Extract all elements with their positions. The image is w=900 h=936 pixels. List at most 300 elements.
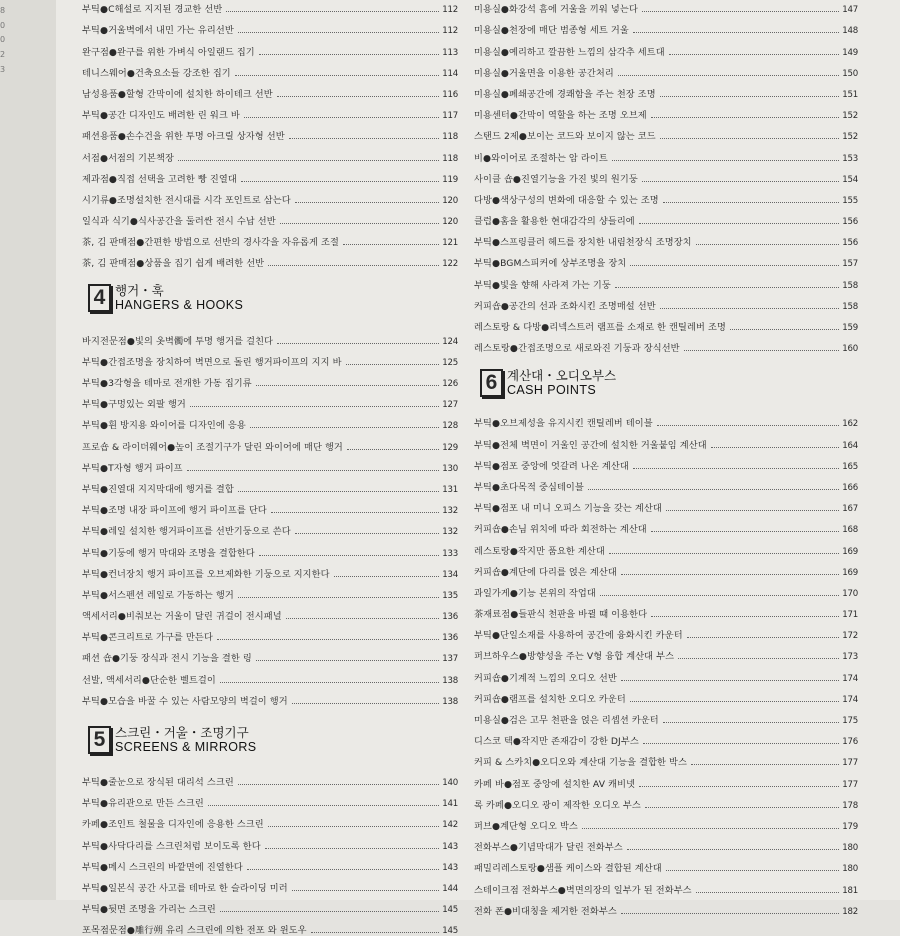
entry-title: 스테이크점 전화부스●벽면의장의 일부가 된 전화부스 <box>474 884 692 896</box>
entry-title: 부틱●빛을 향해 사라져 가는 기둥 <box>474 279 611 291</box>
entry-title: 테니스웨어●건축요소들 강조한 집기 <box>82 67 231 79</box>
dot-leader <box>259 555 439 556</box>
dot-leader <box>669 54 839 55</box>
page-number: 169 <box>842 567 858 578</box>
page-number: 116 <box>442 89 458 100</box>
toc-entry <box>474 408 858 429</box>
dot-leader <box>691 764 839 765</box>
page-number: 165 <box>842 461 858 472</box>
entry-title: 레스토랑●작지만 품요한 계산대 <box>474 545 605 557</box>
page-number: 162 <box>842 419 858 430</box>
dot-leader <box>256 660 439 661</box>
entry-title: 부틱●줄눈으로 장식된 대리석 스크린 <box>82 777 234 788</box>
dot-leader <box>238 32 439 33</box>
dot-leader <box>643 743 839 744</box>
page-number: 179 <box>842 821 858 832</box>
dot-leader <box>277 343 439 344</box>
section-number: 4 <box>88 284 111 312</box>
toc-entry <box>82 431 458 452</box>
page-number: 151 <box>842 89 858 100</box>
dot-leader <box>660 308 839 309</box>
toc-entry <box>474 493 858 514</box>
page-number: 118 <box>442 153 458 164</box>
dot-leader <box>244 117 439 118</box>
contents-page <box>56 0 900 936</box>
dot-leader <box>678 658 839 659</box>
section-title-ko: 행거・훅 <box>115 283 164 299</box>
page-number: 157 <box>842 259 858 270</box>
entry-title: 茶, 김 판매점●간편한 방법으로 선반의 경사각을 자유롭게 조절 <box>82 237 339 249</box>
page-number: 120 <box>442 195 458 206</box>
entry-title: 커피숍●손님 위치에 따라 회전하는 계산대 <box>474 524 647 536</box>
entry-title: 부틱●T자형 행거 파이프 <box>82 462 183 474</box>
page-number: 150 <box>842 68 858 79</box>
page-number: 117 <box>442 111 458 122</box>
page-number: 153 <box>842 153 858 164</box>
toc-entry <box>474 269 858 290</box>
page-number: 133 <box>442 548 458 559</box>
toc-entry <box>474 535 858 556</box>
entry-title: 패션 숍●기둥 장식과 전시 기능을 결한 링 <box>82 653 252 665</box>
page-number: 167 <box>842 504 858 515</box>
toc-entry <box>82 36 458 57</box>
dot-leader <box>250 427 439 428</box>
page-number: 148 <box>842 26 858 37</box>
toc-entry <box>82 227 458 248</box>
entry-title: 부틱●C해설로 지지된 경교한 선반 <box>82 4 223 16</box>
toc-entry <box>474 514 858 535</box>
entry-title: 미용실●폐쇄공간에 경쾌함을 주는 천장 조명 <box>474 88 656 100</box>
page-number: 112 <box>442 26 458 37</box>
dot-leader <box>711 447 840 448</box>
page-number: 169 <box>842 546 858 557</box>
page-number: 160 <box>842 344 858 355</box>
toc-entry <box>82 809 458 830</box>
toc-entry <box>82 185 458 206</box>
entry-title: 전화 폰●비대칭을 제거한 전화부스 <box>474 905 617 917</box>
dot-leader <box>588 489 839 490</box>
entry-title: 클럽●홈을 활용한 현대감각의 샹들리에 <box>474 216 635 228</box>
entry-title: 포목점문점●雕行朔 유리 스크린에 의한 전포 와 윈도우 <box>82 925 307 936</box>
entry-title: 스탠드 2제●보이는 코드와 보이지 않는 코드 <box>474 131 656 143</box>
entry-title: 부틱●사닥다리를 스크린처럼 보이도록 한다 <box>82 840 261 852</box>
dot-leader <box>633 468 839 469</box>
dot-leader <box>639 786 839 787</box>
page-number: 152 <box>842 132 858 143</box>
entry-title: 남성용품●할형 간막이에 설치한 하이테크 선반 <box>82 88 273 100</box>
page-number: 177 <box>842 779 858 790</box>
section-header-6 <box>480 362 858 404</box>
dot-leader <box>343 244 439 245</box>
toc-entry <box>82 347 458 368</box>
page-number: 156 <box>842 238 858 249</box>
entry-title: 커피숍●기계적 느낌의 오디오 선반 <box>474 672 617 684</box>
entry-title: 부틱●3각형을 테마로 전개한 가동 집기류 <box>82 378 252 389</box>
dot-leader <box>286 618 439 619</box>
entry-title: 茶, 김 판매점●상품을 집기 쉽게 배려한 선반 <box>82 258 265 270</box>
dot-leader <box>190 406 439 407</box>
entry-title: 록 카페●오디오 광이 제작한 오디오 부스 <box>474 799 641 811</box>
page-number: 155 <box>842 195 858 206</box>
entry-title: 바지전문점●빛의 옷벽髑에 투명 행거를 걸친다 <box>82 335 274 347</box>
dot-leader <box>295 202 440 203</box>
toc-entry <box>474 451 858 472</box>
dot-leader <box>582 828 839 829</box>
entry-title: 미용센터●간막이 역할을 하는 조명 오브제 <box>474 110 647 122</box>
entry-title: 다방●색상구성의 변화에 대응할 수 있는 조명 <box>474 194 659 206</box>
entry-title: 부틱●조명 내장 파이프에 행거 파이프를 단다 <box>82 505 267 517</box>
toc-entry <box>474 58 858 79</box>
page-number: 145 <box>442 905 458 916</box>
entry-title: 미용실●검은 고무 천판을 얹은 리셉션 카운터 <box>474 715 659 726</box>
dot-leader <box>666 870 839 871</box>
dot-leader <box>651 531 839 532</box>
page-number: 180 <box>842 843 858 854</box>
entry-title: 디스코 텍●작지만 존재감이 강한 DJ부스 <box>474 736 639 748</box>
toc-entry <box>474 853 858 874</box>
page-number: 140 <box>442 778 458 788</box>
page-number: 145 <box>442 926 458 936</box>
page-number: 114 <box>442 68 458 79</box>
page-number: 143 <box>442 862 458 873</box>
page-number: 164 <box>842 440 858 451</box>
toc-entry <box>82 100 458 121</box>
toc-entry <box>82 643 458 664</box>
dot-leader <box>600 595 839 596</box>
toc-entry <box>82 622 458 643</box>
page-number: 173 <box>842 652 858 663</box>
entry-title: 카페●조인트 철물을 디자인에 응용한 스크린 <box>82 819 264 831</box>
page-number: 129 <box>442 442 458 453</box>
dot-leader <box>235 75 439 76</box>
section-header-4 <box>88 277 458 319</box>
dot-leader <box>666 510 839 511</box>
entry-title: 카페 바●점포 중앙에 설치한 AV 캐비넷 <box>474 778 636 790</box>
dot-leader <box>621 574 839 575</box>
dot-leader <box>627 849 839 850</box>
page-number: 124 <box>442 336 458 347</box>
entry-title: 부틱●휜 방지용 와이어를 디자인에 응용 <box>82 420 246 432</box>
page-number: 168 <box>842 525 858 536</box>
page-number: 112 <box>442 5 458 16</box>
dot-leader <box>256 385 439 386</box>
toc-list <box>82 0 458 269</box>
dot-leader <box>615 287 839 288</box>
entry-title: 부틱●스프링클러 헤드를 장치한 내림천장식 조명장치 <box>474 237 692 249</box>
section-title-en: CASH POINTS <box>507 383 597 398</box>
page-number: 132 <box>442 527 458 538</box>
entry-title: 부틱●모습을 바꿀 수 있는 사람모양의 벽걸이 행거 <box>82 695 288 707</box>
margin-mark: 0 <box>0 20 6 30</box>
page-number: 159 <box>842 323 858 333</box>
page-number: 138 <box>442 675 458 686</box>
page-number: 134 <box>442 569 458 580</box>
margin-marks <box>0 4 5 78</box>
toc-entry <box>82 121 458 142</box>
dot-leader <box>238 597 439 598</box>
toc-entry <box>474 662 858 683</box>
dot-leader <box>618 75 839 76</box>
section-title-en: SCREENS & MIRRORS <box>115 739 257 754</box>
toc-entry <box>82 601 458 622</box>
dot-leader <box>265 848 439 849</box>
toc-entry <box>474 164 858 185</box>
toc-entry <box>82 664 458 685</box>
page-number: 121 <box>442 238 458 249</box>
entry-title: 부틱●레일 설치한 행거파이프를 선반기둥으로 쓴다 <box>82 526 291 538</box>
toc-entry <box>82 852 458 873</box>
dot-leader <box>609 553 839 554</box>
dot-leader <box>730 329 839 330</box>
dot-leader <box>660 138 839 139</box>
entry-title: 미용실●천장에 매단 범종형 세트 거울 <box>474 25 629 37</box>
dot-leader <box>295 533 440 534</box>
dot-leader <box>633 32 839 33</box>
dot-leader <box>226 11 439 12</box>
margin-mark: 8 <box>0 6 6 15</box>
dot-leader <box>208 805 439 806</box>
toc-entry <box>474 768 858 789</box>
toc-entry <box>474 557 858 578</box>
dot-leader <box>651 117 839 118</box>
toc-entry <box>82 537 458 558</box>
toc-entry <box>474 874 858 895</box>
toc-entry <box>474 599 858 620</box>
dot-leader <box>651 616 839 617</box>
dot-leader <box>311 932 440 933</box>
dot-leader <box>220 911 439 912</box>
toc-entry <box>474 790 858 811</box>
section-title-en: HANGERS & HOOKS <box>115 298 244 313</box>
entry-title: 액세서리●비춰보는 거울이 달린 귀걸이 전시패널 <box>82 611 282 623</box>
entry-title: 커피 & 스카치●오디오와 계산대 기능을 결합한 박스 <box>474 757 688 769</box>
entry-title: 부틱●진열대 지지막대에 행거를 결합 <box>82 483 234 495</box>
entry-title: 미용실●예리하고 깔끔한 느낌의 삼각추 세트대 <box>474 46 665 58</box>
page-number: 149 <box>842 47 858 58</box>
entry-title: 사이클 숍●진열기능을 가진 빛의 원기둥 <box>474 173 638 185</box>
page-number: 147 <box>842 5 858 16</box>
toc-entry <box>82 58 458 79</box>
toc-entry <box>474 726 858 747</box>
toc-entry <box>82 580 458 601</box>
entry-title: 과일가게●기능 본위의 작업대 <box>474 587 596 599</box>
toc-entry <box>82 559 458 580</box>
entry-title: 부틱●초다목적 중심테이블 <box>474 481 584 493</box>
page-number: 135 <box>442 590 458 601</box>
toc-entry <box>82 915 458 936</box>
page-number: 128 <box>442 421 458 432</box>
toc-entry <box>474 142 858 163</box>
page-number: 154 <box>842 174 858 185</box>
section-number: 5 <box>88 726 111 754</box>
dot-leader <box>178 160 439 161</box>
page-number: 119 <box>442 174 458 185</box>
margin-mark: 3 <box>0 64 6 74</box>
entry-title: 부틱●뒷면 조명을 가리는 스크린 <box>82 904 216 916</box>
dot-leader <box>630 265 839 266</box>
dot-leader <box>247 869 439 870</box>
toc-entry <box>474 185 858 206</box>
page-number: 172 <box>842 631 858 642</box>
dot-leader <box>346 364 440 365</box>
page-number: 137 <box>442 654 458 665</box>
dot-leader <box>687 637 840 638</box>
toc-entry <box>474 705 858 726</box>
left-margin-strip <box>0 0 56 900</box>
entry-title: 부틱●컨너장치 행거 파이프를 오브제화한 기둥으로 지지한다 <box>82 568 330 580</box>
toc-entry <box>474 832 858 853</box>
entry-title: 부틱●기둥에 행거 막대와 조명을 결합한다 <box>82 547 255 559</box>
dot-leader <box>268 265 439 266</box>
dot-leader <box>277 96 439 97</box>
toc-entry <box>82 474 458 495</box>
page-number: 130 <box>442 463 458 474</box>
right-column <box>474 0 858 917</box>
dot-leader <box>292 703 439 704</box>
page-number: 181 <box>842 885 858 896</box>
entry-title: 패션용품●손수건을 위한 투명 아크릴 상자형 선반 <box>82 131 285 143</box>
entry-title: 부틱●점포 내 미니 오피스 기능을 갖는 계산대 <box>474 503 662 515</box>
toc-entry <box>82 410 458 431</box>
page-number: 166 <box>842 482 858 493</box>
toc-entry <box>474 429 858 450</box>
entry-title: 커피숍●계단에 다리를 얹은 계산대 <box>474 566 617 578</box>
toc-entry <box>82 495 458 516</box>
entry-title: 茶재료점●들판식 천판을 바뀔 때 이용한다 <box>474 609 648 621</box>
dot-leader <box>217 639 439 640</box>
dot-leader <box>334 576 440 577</box>
entry-title: 커피숍●공간의 선과 조화시킨 조명매설 선반 <box>474 300 656 312</box>
toc-list <box>474 0 858 354</box>
entry-title: 퍼브●계단형 오디오 박스 <box>474 820 578 832</box>
page-number: 136 <box>442 612 458 623</box>
section-number: 6 <box>480 369 503 397</box>
toc-entry <box>474 248 858 269</box>
page-number: 126 <box>442 379 458 389</box>
toc-entry <box>474 100 858 121</box>
page-number: 144 <box>442 883 458 894</box>
toc-entry <box>82 830 458 851</box>
dot-leader <box>621 680 839 681</box>
page-number: 158 <box>842 301 858 312</box>
toc-entry <box>82 0 458 15</box>
toc-entry <box>82 894 458 915</box>
toc-entry <box>474 641 858 662</box>
page-number: 152 <box>842 111 858 122</box>
dot-leader <box>238 784 439 785</box>
toc-entry <box>474 811 858 832</box>
page-number: 176 <box>842 737 858 748</box>
entry-title: 선발, 액세서리●단순한 벨트걸이 <box>82 674 216 686</box>
toc-entry <box>474 79 858 100</box>
page-number: 131 <box>442 484 458 495</box>
dot-leader <box>657 425 839 426</box>
toc-list <box>82 767 458 936</box>
dot-leader <box>663 722 839 723</box>
toc-entry <box>474 206 858 227</box>
page-number: 175 <box>842 716 858 726</box>
dot-leader <box>684 350 840 351</box>
toc-entry <box>82 142 458 163</box>
section-title-ko: 스크린・거울・조명기구 <box>115 724 249 740</box>
dot-leader <box>241 181 439 182</box>
entry-title: 부틱●간접조명을 장치하여 벽면으로 돌린 행거파이프의 지지 바 <box>82 356 342 368</box>
entry-title: 제과점●직접 선택을 고려한 빵 진열대 <box>82 173 237 185</box>
page-number: 171 <box>842 610 858 621</box>
entry-title: 전화부스●기념막대가 달린 전화부스 <box>474 842 623 854</box>
toc-entry <box>82 368 458 389</box>
entry-title: 시기류●조명설치한 전시대를 시각 포인트로 삼는다 <box>82 194 291 206</box>
dot-leader <box>621 913 839 914</box>
dot-leader <box>639 223 839 224</box>
page-number: 178 <box>842 800 858 811</box>
page-number: 125 <box>442 357 458 368</box>
entry-title: 퍼브하우스●방향성을 주는 V형 융합 계산대 부스 <box>474 651 675 663</box>
dot-leader <box>271 512 439 513</box>
page-number: 156 <box>842 217 858 228</box>
entry-title: 부틱●거울벽에서 내민 가는 유리선반 <box>82 25 234 37</box>
toc-entry <box>82 788 458 809</box>
dot-leader <box>259 54 439 55</box>
entry-title: 완구점●완구를 위한 가벼식 아일랜드 집기 <box>82 46 255 58</box>
page-number: 182 <box>842 906 858 917</box>
dot-leader <box>280 223 439 224</box>
toc-entry <box>474 472 858 493</box>
toc-entry <box>82 15 458 36</box>
dot-leader <box>289 138 439 139</box>
dot-leader <box>642 11 839 12</box>
entry-title: 커피숍●램프를 설치한 오디오 카운터 <box>474 693 626 705</box>
dot-leader <box>268 826 439 827</box>
toc-entry <box>474 312 858 333</box>
toc-entry <box>82 79 458 100</box>
left-column <box>82 0 458 936</box>
toc-entry <box>82 206 458 227</box>
entry-title: 부틱●오브제성을 유지시킨 캔틸레버 테이블 <box>474 418 653 430</box>
dot-leader <box>645 807 839 808</box>
page-number: 180 <box>842 864 858 875</box>
dot-leader <box>292 890 439 891</box>
dot-leader <box>612 160 839 161</box>
margin-mark: 0 <box>0 35 6 45</box>
page-number: 138 <box>442 696 458 707</box>
entry-title: 부틱●서스펜션 레일로 가동하는 행거 <box>82 589 234 601</box>
toc-entry <box>82 453 458 474</box>
entry-title: 부틱●전체 벽면이 거울인 공간에 설치한 거울붙임 계산대 <box>474 439 707 451</box>
entry-title: 부틱●단일소재를 사용하여 공간에 융화시킨 카운터 <box>474 630 683 642</box>
dot-leader <box>187 470 440 471</box>
toc-entry <box>474 620 858 641</box>
entry-title: 부틱●점포 중앙에 엇갈려 나온 계산대 <box>474 460 629 472</box>
section-header-5 <box>88 719 458 761</box>
toc-entry <box>474 36 858 57</box>
entry-title: 프로숍 & 라이더웨어●높이 조절기구가 달린 와이어에 매단 행거 <box>82 441 343 453</box>
dot-leader <box>696 892 840 893</box>
toc-list <box>474 408 858 917</box>
page-number: 142 <box>442 820 458 831</box>
page-number: 136 <box>442 633 458 644</box>
entry-title: 부틱●공간 디자인도 배려한 린 워크 바 <box>82 110 240 122</box>
entry-title: 부틱●구멍있는 외팔 행거 <box>82 399 186 411</box>
entry-title: 미용실●거울면을 이용한 공간처리 <box>474 67 614 79</box>
entry-title: 일식과 식기●식사공간을 둘러싼 전시 수납 선반 <box>82 216 276 228</box>
dot-leader <box>630 701 839 702</box>
toc-entry <box>82 248 458 269</box>
page-number: 122 <box>442 259 458 270</box>
toc-entry <box>82 516 458 537</box>
entry-title: 부틱●메시 스크린의 바깥면에 진열한다 <box>82 861 243 873</box>
entry-title: 미용실●화강석 흠에 거울을 끼워 넣는다 <box>474 4 638 16</box>
